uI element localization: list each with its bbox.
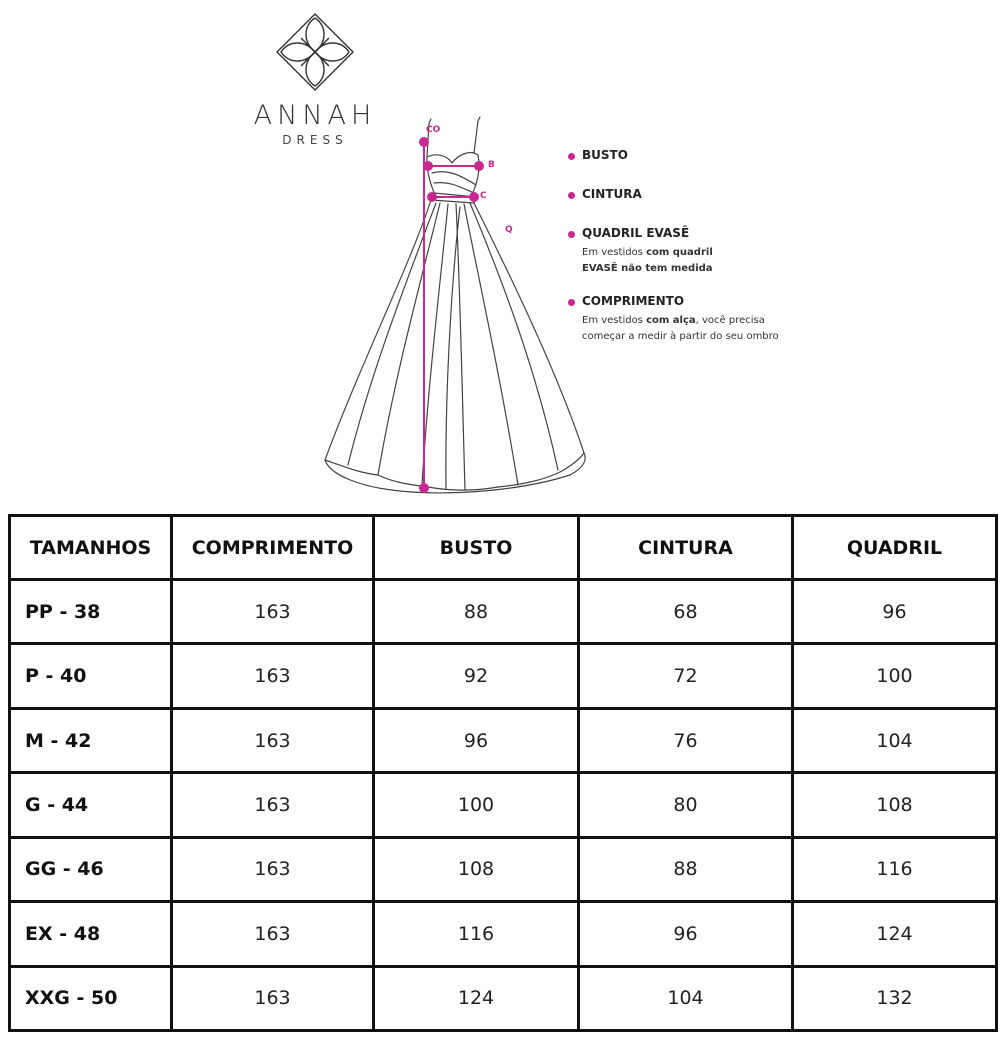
cintura-cell: 80 — [579, 773, 793, 837]
flower-logo-icon — [273, 10, 357, 94]
legend-title: COMPRIMENTO — [582, 294, 685, 308]
busto-cell: 124 — [374, 966, 579, 1030]
note-line: Em vestidos com alça, você precisa — [582, 315, 765, 326]
size-chart-table — [8, 514, 998, 1032]
quadril-cell: 100 — [793, 644, 997, 708]
quadril-cell: 108 — [793, 773, 997, 837]
quadril-cell: 96 — [793, 580, 997, 644]
cintura-cell: 88 — [579, 837, 793, 901]
table-row — [10, 773, 997, 837]
cintura-cell: 104 — [579, 966, 793, 1030]
cintura-cell: 96 — [579, 902, 793, 966]
busto-cell: 92 — [374, 644, 579, 708]
busto-cell: 108 — [374, 837, 579, 901]
busto-cell: 96 — [374, 708, 579, 772]
header-comprimento: COMPRIMENTO — [172, 516, 374, 580]
table-row — [10, 902, 997, 966]
brand-subtitle: DRESS — [282, 133, 348, 147]
cintura-cell: 76 — [579, 708, 793, 772]
legend-title: BUSTO — [582, 148, 628, 162]
cintura-cell: 68 — [579, 580, 793, 644]
size-cell: P - 40 — [10, 644, 172, 708]
header-busto: BUSTO — [374, 516, 579, 580]
comprimento-cell: 163 — [172, 837, 374, 901]
comprimento-cell: 163 — [172, 580, 374, 644]
table-row — [10, 966, 997, 1030]
legend-title: CINTURA — [582, 187, 642, 201]
comprimento-cell: 163 — [172, 773, 374, 837]
bullet-dot-icon — [568, 299, 575, 306]
bullet-dot-icon — [568, 231, 575, 238]
bullet-dot-icon — [568, 192, 575, 199]
comprimento-cell: 163 — [172, 708, 374, 772]
label-busto: B — [488, 160, 495, 170]
header-quadril: QUADRIL — [793, 516, 997, 580]
quadril-cell: 116 — [793, 837, 997, 901]
table-row — [10, 708, 997, 772]
brand-name: ANNAH — [253, 100, 377, 131]
size-cell: EX - 48 — [10, 902, 172, 966]
size-cell: M - 42 — [10, 708, 172, 772]
size-cell: GG - 46 — [10, 837, 172, 901]
quadril-cell: 104 — [793, 708, 997, 772]
dress-measurement-diagram — [300, 115, 600, 500]
table-row — [10, 837, 997, 901]
legend-note — [582, 245, 713, 277]
quadril-cell: 132 — [793, 966, 997, 1030]
busto-cell: 116 — [374, 902, 579, 966]
legend-note — [582, 313, 779, 345]
busto-cell: 88 — [374, 580, 579, 644]
note-line: Em vestidos com quadril — [582, 247, 713, 258]
legend-title: QUADRIL EVASÊ — [582, 226, 690, 240]
comprimento-cell: 163 — [172, 644, 374, 708]
size-cell: G - 44 — [10, 773, 172, 837]
comprimento-cell: 163 — [172, 966, 374, 1030]
header-tamanhos: TAMANHOS — [10, 516, 172, 580]
bullet-dot-icon — [568, 153, 575, 160]
table-row — [10, 644, 997, 708]
busto-cell: 100 — [374, 773, 579, 837]
table-row — [10, 580, 997, 644]
note-line: começar a medir à partir do seu ombro — [582, 331, 779, 342]
table-header-row — [10, 516, 997, 580]
cintura-cell: 72 — [579, 644, 793, 708]
size-cell: XXG - 50 — [10, 966, 172, 1030]
quadril-cell: 124 — [793, 902, 997, 966]
header-cintura: CINTURA — [579, 516, 793, 580]
ball-gown-icon — [300, 115, 600, 500]
label-quadril: Q — [505, 225, 513, 235]
label-comprimento: CO — [426, 125, 441, 135]
comprimento-cell: 163 — [172, 902, 374, 966]
note-line: EVASÊ não tem medida — [582, 263, 713, 274]
size-cell: PP - 38 — [10, 580, 172, 644]
label-cintura: C — [480, 191, 487, 201]
